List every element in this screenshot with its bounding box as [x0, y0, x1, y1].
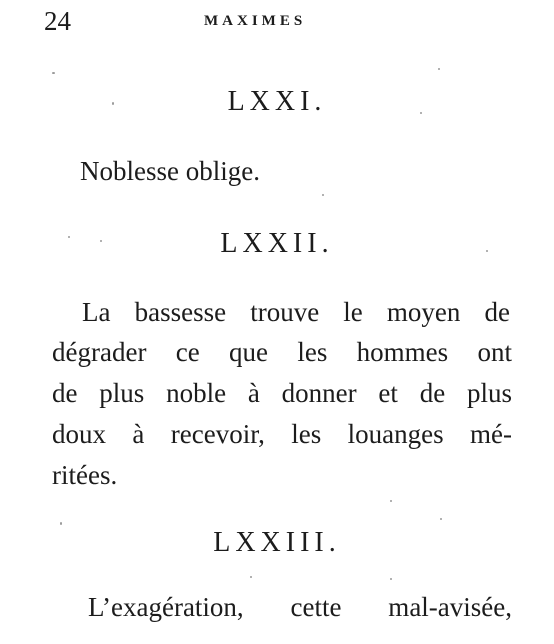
maxim-heading: LXXII. — [220, 228, 334, 259]
scan-speck — [420, 112, 422, 114]
scan-speck — [486, 250, 488, 252]
maxim-text-line: La bassesse trouve le moyen de — [82, 297, 510, 327]
maxim-text-line: de plus noble à donner et de plus — [52, 378, 512, 408]
maxim-heading: LXXIII. — [213, 527, 341, 558]
scan-speck — [100, 240, 102, 242]
scan-speck — [250, 576, 252, 578]
maxim-text-line: Noblesse oblige. — [80, 156, 260, 186]
scan-speck — [438, 68, 440, 70]
scan-speck — [390, 500, 392, 502]
scan-speck — [52, 72, 55, 74]
maxim-text-line: dégrader ce que les hommes ont — [52, 337, 512, 367]
scan-speck — [68, 236, 70, 238]
running-head: MAXIMES — [204, 13, 307, 29]
scan-speck — [112, 102, 114, 105]
scan-speck — [440, 518, 442, 520]
scan-speck — [390, 578, 392, 580]
maxim-heading: LXXI. — [227, 86, 327, 117]
page-number: 24 — [44, 6, 71, 36]
maxim-text-line: L’exagération, cette mal-avisée, — [88, 592, 512, 622]
scan-speck — [322, 194, 324, 196]
scan-speck — [60, 522, 62, 525]
maxim-text-line: doux à recevoir, les louanges mé- — [52, 419, 512, 449]
maxim-text-line: ritées. — [52, 460, 118, 490]
